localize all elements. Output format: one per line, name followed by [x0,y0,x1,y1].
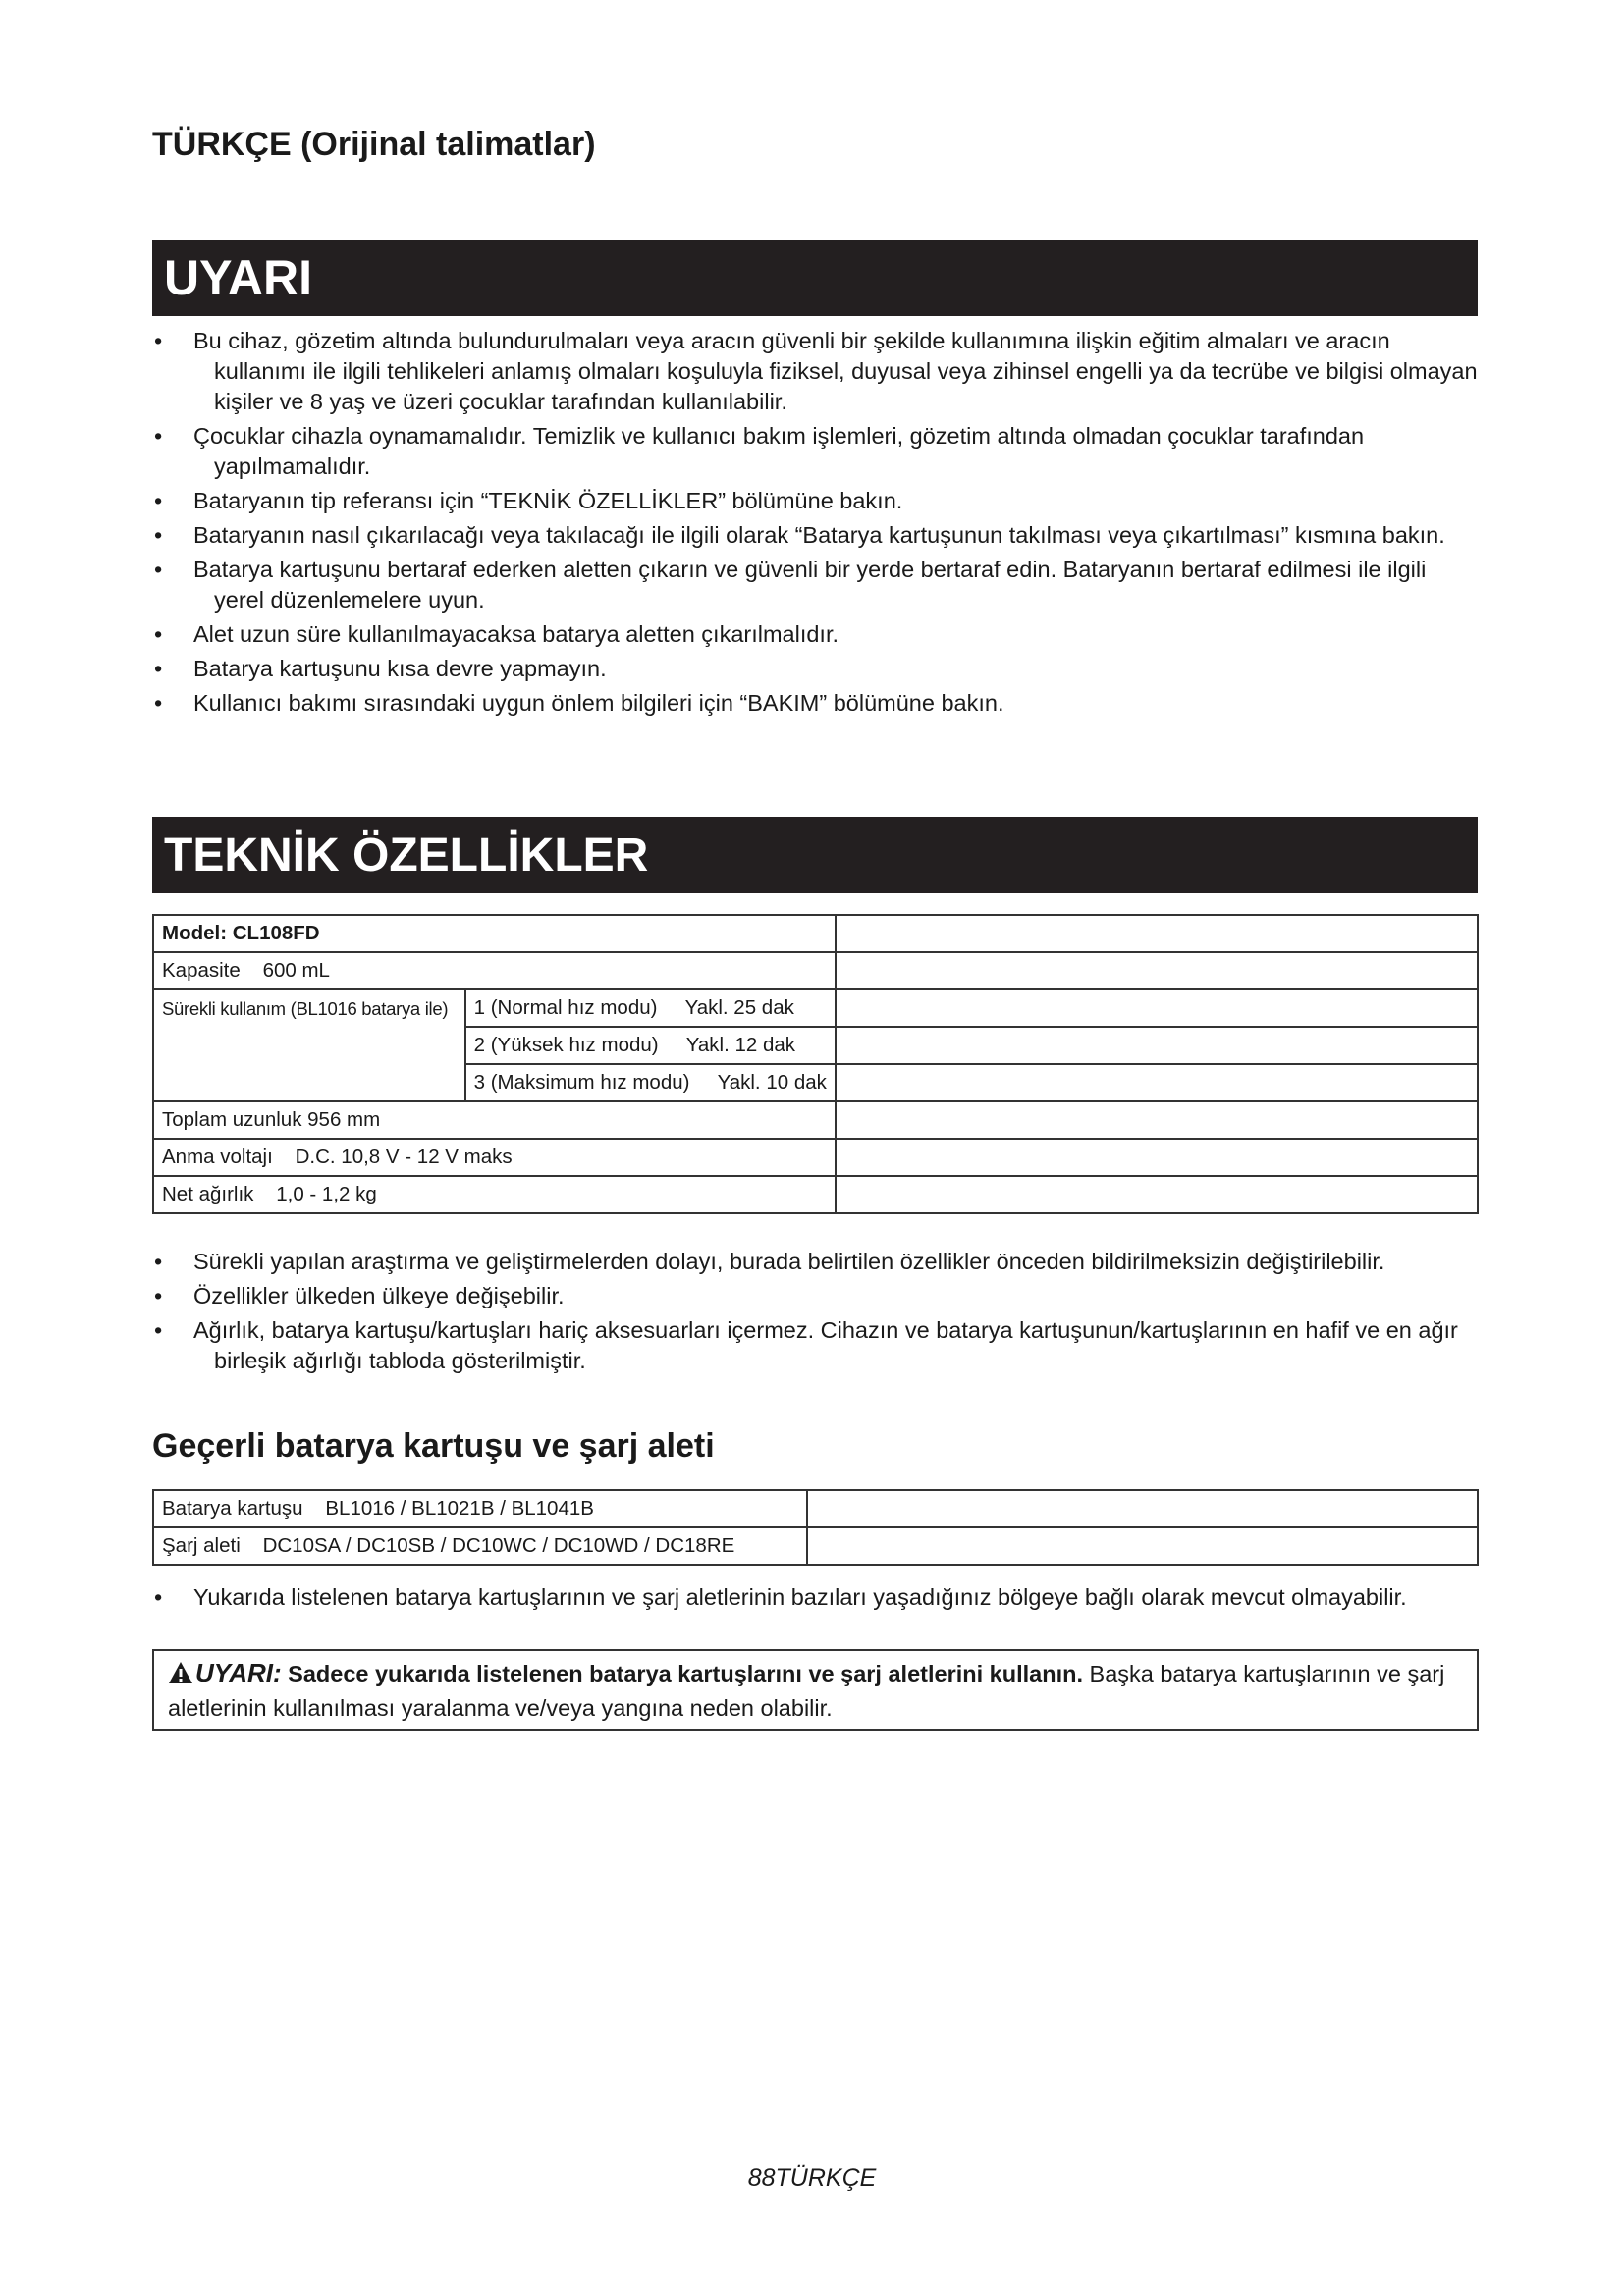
table-row [153,1139,1478,1176]
battery-label: Batarya kartuşu [162,1497,303,1520]
voltage-value: D.C. 10,8 V - 12 V maks [295,1146,513,1168]
list-item: • Batarya kartuşunu kısa devre yapmayın. [152,654,1478,684]
list-item: • Batarya kartuşunu bertaraf ederken aletten çıkarın ve güvenli bir yerde bertaraf edin. Bataryanın bertaraf edilmesi ile ilgili yerel düzenlemelere uyun. [152,555,1478,615]
charger-value: DC10SA / DC10SB / DC10WC / DC10WD / DC18RE [262,1534,735,1557]
warning-heading: UYARI [152,240,1478,316]
mode-name: 2 (Yüksek hız modu) [473,1034,659,1056]
page-title: TÜRKÇE (Orijinal talimatlar) [152,126,596,163]
battery-warning-box [152,1649,1479,1731]
warning-triangle-icon [168,1661,193,1692]
list-item: • Yukarıda listelenen batarya kartuşlarının ve şarj aletlerinin bazıları yaşadığınız bölgeye bağlı olarak mevcut olmayabilir. [152,1582,1478,1613]
charger-label: Şarj aleti [162,1534,241,1557]
battery-value: BL1016 / BL1021B / BL1041B [325,1497,594,1520]
capacity-cell [153,952,836,989]
weight-cell [153,1176,836,1213]
list-item: • Sürekli yapılan araştırma ve geliştirmelerden dolayı, burada belirtilen özellikler önceden bildirilmeksizin değiştirilebilir. [152,1247,1478,1277]
voltage-cell [153,1139,836,1176]
list-item: • Bataryanın nasıl çıkarılacağı veya takılacağı ile ilgili olarak “Batarya kartuşunun takılması veya çıkartılması” kısmına bakın. [152,520,1478,551]
battery-heading: Geçerli batarya kartuşu ve şarj aleti [152,1427,715,1465]
empty-cell [836,1101,1478,1139]
mode-time: Yakl. 10 dak [717,1071,827,1094]
continuous-label: Sürekli kullanım (BL1016 batarya ile) [153,989,465,1101]
voltage-label: Anma voltajı [162,1146,273,1168]
mode-cell [465,1027,836,1064]
table-row [153,1176,1478,1213]
empty-cell [836,1139,1478,1176]
weight-value: 1,0 - 1,2 kg [276,1183,377,1205]
empty-cell [836,1064,1478,1101]
page-footer: 88TÜRKÇE [747,2164,877,2192]
empty-cell [836,1027,1478,1064]
table-row [153,952,1478,989]
length-cell [153,1101,836,1139]
table-row [153,1101,1478,1139]
mode-name: 1 (Normal hız modu) [473,996,658,1019]
spec-heading: TEKNİK ÖZELLİKLER [152,817,1478,893]
table-row [153,1490,1478,1527]
table-row [153,989,1478,1027]
empty-cell [807,1490,1478,1527]
empty-cell [836,1176,1478,1213]
table-row [153,915,1478,952]
spec-table [152,914,1479,1214]
warning-bold-text: Sadece yukarıda listelenen batarya kartuşlarını ve şarj aletlerini kullanın. [288,1661,1083,1686]
list-item: • Bu cihaz, gözetim altında bulundurulmaları veya aracın güvenli bir şekilde kullanımına ilişkin eğitim almaları ve aracın kullanımı ile ilgili tehlikeleri anlamış olmaları koşuluyla fiziksel, duyusal veya zihinsel engelli ya da tecrübe ve bilgisi olmayan kişiler ve 8 yaş ve üzeri çocuklar tarafından kullanılabilir. [152,326,1478,417]
list-item: • Özellikler ülkeden ülkeye değişebilir. [152,1281,1478,1311]
mode-time: Yakl. 12 dak [685,1034,796,1056]
list-item: • Ağırlık, batarya kartuşu/kartuşları hariç aksesuarları içermez. Cihazın ve batarya kartuşunun/kartuşlarının en hafif ve en ağır birleşik ağırlığı tabloda gösterilmiştir. [152,1315,1478,1376]
length-value: 956 mm [307,1108,381,1131]
spec-notes [152,1247,1478,1380]
battery-table [152,1489,1479,1566]
list-item: • Alet uzun süre kullanılmayacaksa batarya aletten çıkarılmalıdır. [152,619,1478,650]
battery-notes [152,1582,1478,1617]
warning-list [152,326,1478,722]
empty-cell [807,1527,1478,1565]
battery-cell [153,1490,807,1527]
empty-cell [836,915,1478,952]
list-item: • Bataryanın tip referansı için “TEKNİK ÖZELLİKLER” bölümüne bakın. [152,486,1478,516]
capacity-label: Kapasite [162,959,241,982]
mode-cell [465,1064,836,1101]
charger-cell [153,1527,807,1565]
mode-name: 3 (Maksimum hız modu) [473,1071,690,1094]
mode-time: Yakl. 25 dak [684,996,794,1019]
warning-label: UYARI: [195,1658,282,1687]
model-cell: Model: CL108FD [153,915,836,952]
empty-cell [836,989,1478,1027]
empty-cell [836,952,1478,989]
capacity-value: 600 mL [262,959,330,982]
list-item: • Kullanıcı bakımı sırasındaki uygun önlem bilgileri için “BAKIM” bölümüne bakın. [152,688,1478,719]
weight-label: Net ağırlık [162,1183,254,1205]
warning-text: Başka batarya kartuşlarının ve şarj aletlerinin kullanılması yaralanma ve/veya yangına neden olabilir. [168,1661,1445,1721]
length-label: Toplam uzunluk [162,1108,302,1131]
list-item: • Çocuklar cihazla oynamamalıdır. Temizlik ve kullanıcı bakım işlemleri, gözetim altında olmadan çocuklar tarafından yapılmamalıdır. [152,421,1478,482]
table-row [153,1527,1478,1565]
mode-cell [465,989,836,1027]
